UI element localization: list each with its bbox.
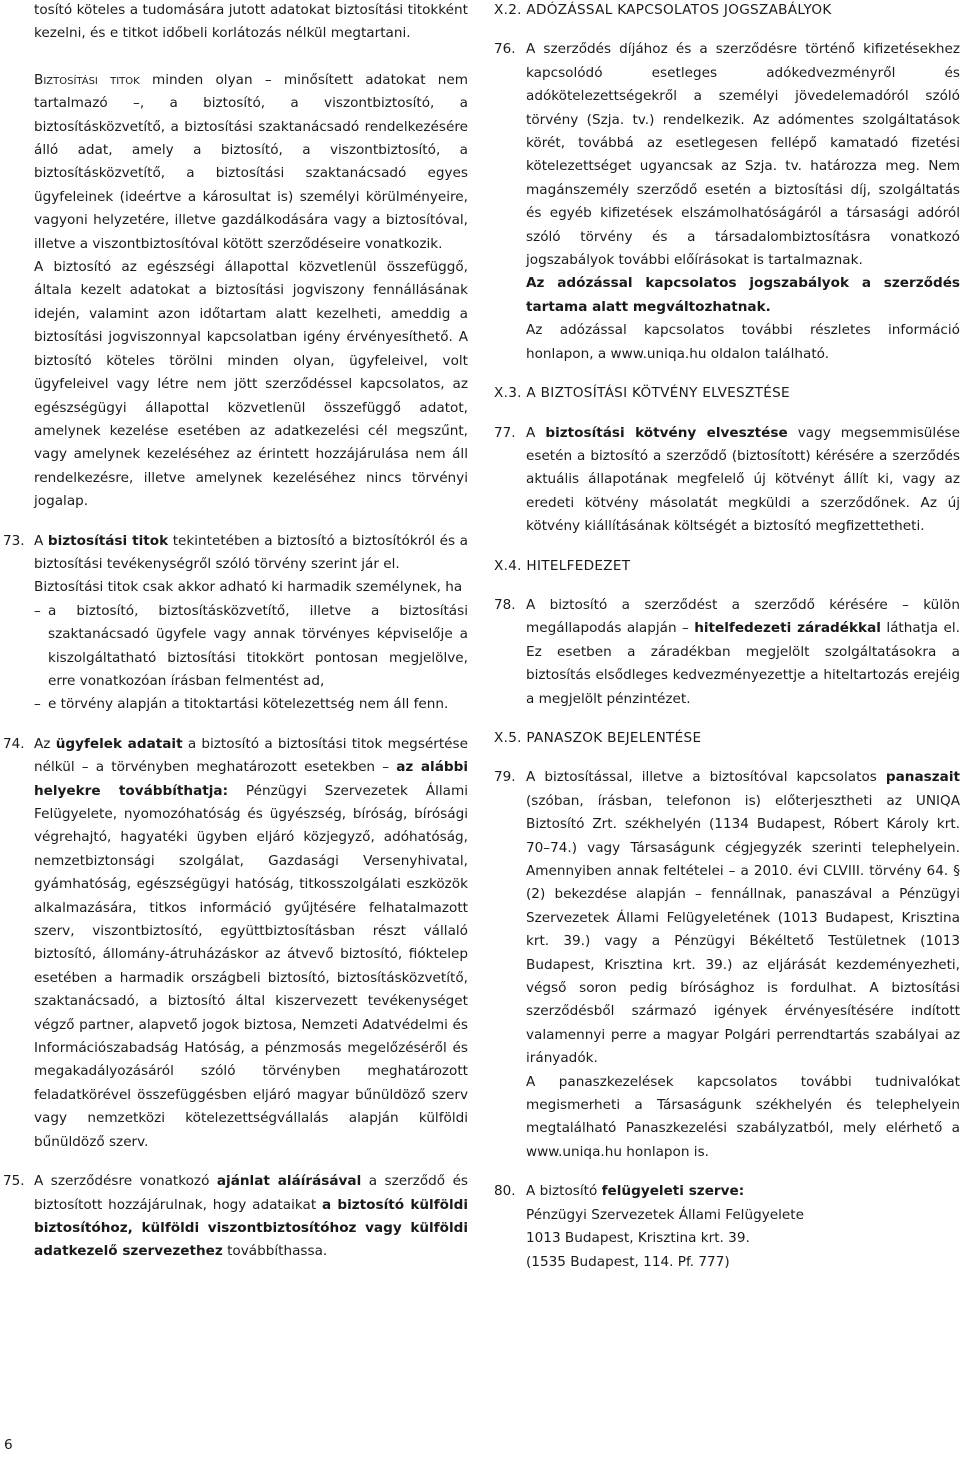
item-73-text: A biztosítási titok tekintetében a biztosító a biztosítókról és a biztosítási tevékenységről szóló törvény szerint jár el. [34,532,468,572]
item-73 [3,530,468,717]
item-number: 78. [494,596,516,613]
item-79-complaint-info: A panaszkezelések kapcsolatos további tudnivalókat megismerheti a Társaságunk székhelyén és telephelyein megtalálható Panaszkezelési szabályzatból, mely elérhető a www.uniqa.hu honlapon is. [526,1073,960,1160]
item-79 [494,766,960,1164]
item-76-text: A szerződés díjához és a szerződésre történő kifizetésekhez kapcsolódó esetleges adókedvezményről és adókötelezettségekről a személyi jövedelemadóról szóló törvény (Szja. tv.) rendelkezik. Az adómentes szolgáltatások körét, továbbá az esetlegesen fellépő kamatadó fizetési kötelezettséget ugyancsak az Szja. tv. határozza meg. Nem magánszemély szerződő esetén a biztosítási díj, szolgáltatás és egyéb kifizetések elszámolhatóságáról a társasági adóról szóló törvény és a társadalombiztosításra vonatkozó jogszabályok további előírásokat is tartalmaznak. [526,41,960,269]
item-78 [494,594,960,711]
item-75-text: A szerződésre vonatkozó ajánlat aláírásával a szerződő és biztosított hozzájárulnak, hogy adataikat a biztosító külföldi biztosítóhoz, külföldi viszontbiztosítóhoz vagy külföldi adatkezelő szervezethez továbbíthassa. [34,1173,469,1260]
item-80 [494,1180,960,1274]
section-heading-x2: X.2. ADÓZÁSSAL KAPCSOLATOS JOGSZABÁLYOK [494,2,832,18]
page-number: 6 [4,1437,13,1453]
dash-bullet: – [34,602,41,619]
item-74-text: Az ügyfelek adatait a biztosító a biztosítási titok megsértése nélkül – a törvényben meghatározott esetekben – az alábbi helyekre továbbíthatja: Pénzügyi Szervezetek Állami Felügyelete, nyomozóhatóság és ügyészség, bíróság, bírósági végrehajtó, hagyatéki ügyben eljáró közjegyző, adóhatóság, nemzetbiztonsági szolgálat, Gazdasági Versenyhivatal, gyámhatóság, egészségügyi hatóság, titkosszolgálati eszközök alkalmazására, titkos információ gyűjtésére felhatalmazott szerv, viszontbiztosító, együttbiztosításban részt vállaló biztosító, állomány-átruházáskor az átvevő biztosító, fióktelep esetében a harmadik országbeli biztosító, biztosításközvetítő, szaktanácsadó, a biztosító által kiszervezett tevékenységet végző partner, alapvető jogok biztosa, Nemzeti Adatvédelmi és Információszabadság Hatóság, a pénzmosás megelőzéséről és megakadályozásáról szóló törvényben meghatározott feladatkörével összefüggésben eljáró magyar bűnüldöző szerv vagy nemzetközi kötelezettségvállalás alapján külföldi bűnüldöző szerv. [34,735,469,1150]
list-item-text: e törvény alapján a titoktartási kötelezettség nem áll fenn. [48,696,449,713]
section-heading-x5: X.5. PANASZOK BEJELENTÉSE [494,729,702,746]
item-74 [3,733,468,1154]
item-77-text: A biztosítási kötvény elvesztése vagy megsemmisülése esetén a biztosító a szerződő (biztosított) kérésére a szerződés aktuális állapotának megfelelő új kötvényt állít ki, vagy az eredeti kötvény másolatát megküldi a szerződőnek. Az új kötvény kiállításának költségét a biztosító megfizettetheti. [526,424,960,535]
item-73-condition: Biztosítási titok csak akkor adható ki harmadik személynek, ha [34,579,463,596]
item-number: 76. [494,41,516,58]
titok-term: Biztosítási titok [34,71,140,88]
titok-definition-paragraph [34,69,468,256]
right-column [494,0,960,1274]
item-number: 77. [494,424,516,441]
health-data-paragraph: A biztosító az egészségi állapottal közvetlenül összefüggő, általa kezelt adatokat a biztosítási jogviszony fennállásának idején, valamint azon időtartam alatt kezelheti, ameddig a biztosítási jogviszonnyal kapcsolatban igény érvényesíthető. A biztosító köteles törölni minden olyan, ügyfeleivel, volt ügyfeleivel vagy létre nem jött szerződéssel kapcsolatos, az egészségügyi állapottal közvetlenül összefüggő adatot, amelynek kezelése esetében az adatkezelési cél megszűnt, vagy amelynek kezeléséhez az érintett hozzájárulása nem áll rendelkezésre, illetve amelynek kezeléséhez nincs törvényi jogalap. [34,259,468,510]
left-column [3,0,469,1264]
supervisor-address: 1013 Budapest, Krisztina krt. 39. [526,1230,750,1247]
item-number: 79. [494,769,516,786]
item-number: 75. [3,1173,25,1190]
item-number: 73. [3,532,25,549]
item-79-text: A biztosítással, illetve a biztosítóval kapcsolatos panaszait (szóban, írásban, telefonon is) előterjesztheti az UNIQA Biztosító Zrt. székhelyén (1134 Budapest, Róbert Károly krt. 70–74.) vagy Társaságunk cégjegyzék szerinti telephelyein. Amennyiben annak feltételei – a 2010. évi CLVIII. törvény 64. § (2) bekezdése alapján – fennállnak, panaszával a Pénzügyi Szervezetek Állami Felügyeletének (1013 Budapest, Krisztina krt. 39.) vagy a Pénzügyi Békéltető Testületnek (1013 Budapest, Krisztina krt. 39.) az eljárását kezdeményezheti, végső soron pedig bírósághoz is fordulhat. A biztosítási szerződésből származó igények érvényesítésére indított valamennyi perre a magyar Polgári perrendtartás szabályai az irányadók. [526,769,960,1067]
supervisor-name: Pénzügyi Szervezetek Állami Felügyelete [526,1206,804,1223]
item-75 [3,1170,468,1264]
item-76-info: Az adózással kapcsolatos további részletes információ honlapon, a www.uniqa.hu oldalon található. [526,322,960,362]
item-77 [494,422,960,539]
item-76 [494,38,960,366]
section-heading-x4: X.4. HITELFEDEZET [494,557,631,574]
list-item [34,600,468,694]
titok-definition-text: minden olyan – minősített adatokat nem tartalmazó –, a biztosító, a viszontbiztosító, a biztosításközvetítő, a biztosítási szaktanácsadó rendelkezésére álló adat, amely a biztosító, a viszontbiztosító, a biztosításközvetítő, a biztosítási szaktanácsadó egyes ügyfeleinek (ideértve a károsultat is) személyi körülményeire, vagyoni helyzetére, illetve gazdálkodására vagy a biztosítóval, illetve a viszontbiztosítóval kötött szerződéseire vonatkozik. [34,71,468,252]
item-76-bold-note: Az adózással kapcsolatos jogszabályok a szerződés tartama alatt megváltozhatnak. [526,275,960,315]
list-item-text: a biztosító, biztosításközvetítő, illetve a biztosítási szaktanácsadó ügyfele vagy annak törvényes képviselője a kiszolgáltatható biztosítási titokkört pontosan megjelölve, erre vonatkozóan írásban felmentést ad, [48,602,468,689]
supervisor-postal-address: (1535 Budapest, 114. Pf. 777) [526,1253,730,1270]
list-item [34,693,468,716]
item-number: 74. [3,735,25,752]
section-heading-x3: X.3. A BIZTOSÍTÁSI KÖTVÉNY ELVESZTÉSE [494,385,790,402]
item-78-text: A biztosító a szerződést a szerződő kérésére – külön megállapodás alapján – hitelfedezeti záradékkal láthatja el. Ez esetben a záradékban megjelölt szolgáltatásokra a biztosítás elsődleges kedvezményezettje a hiteltartozás erejéig a megjelölt pénzintézet. [526,596,960,707]
item-80-text: A biztosító felügyeleti szerve: [526,1183,745,1200]
item-number: 80. [494,1183,516,1200]
dash-bullet: – [34,696,41,713]
intro-paragraph: tosító köteles a tudomására jutott adatokat biztosítási titokként kezelni, és e titkot időbeli korlátozás nélkül megtartani. [34,2,468,42]
